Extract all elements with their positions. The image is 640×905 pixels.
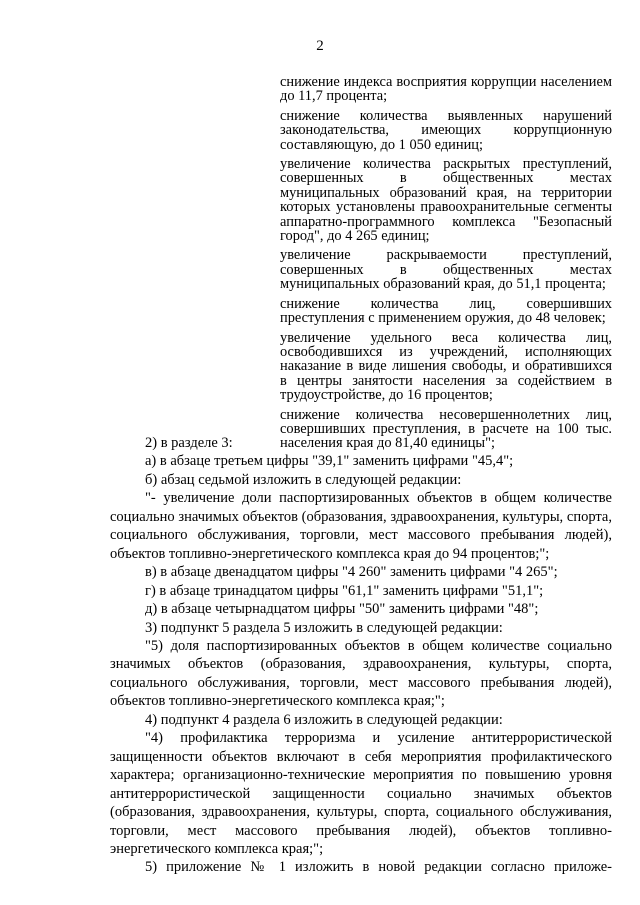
indicator-item: увеличение раскрываемости преступлений, совершенных в общественных местах муниципальных образований края, до 51,1 процента; xyxy=(280,247,612,293)
indicator-item: снижение количества несовершеннолетних лиц, совершивших преступления, в расчете на 100 тыс. населения края до 81,40 единицы"; xyxy=(280,406,612,452)
page-number: 2 xyxy=(316,38,324,54)
paragraph: 5) приложение № 1 изложить в новой редакции согласно приложе- xyxy=(145,859,612,876)
indicator-item: увеличение удельного веса количества лиц, освободившихся из учреждений, исполняющих наказание в виде лишения свободы, и обратившихся в центры занятости населения за содействием в трудоустройстве, до 16 процентов; xyxy=(280,329,612,404)
paragraph: в) в абзаце двенадцатом цифры "4 260" заменить цифрами "4 265"; xyxy=(145,564,558,581)
indicator-item: снижение количества лиц, совершивших преступления с применением оружия, до 48 человек; xyxy=(280,295,612,327)
paragraph: 4) подпункт 4 раздела 6 изложить в следующей редакции: xyxy=(145,711,503,728)
indicator-item: снижение индекса восприятия коррупции населением до 11,7 процента; xyxy=(280,74,612,105)
paragraph: 3) подпункт 5 раздела 5 изложить в следующей редакции: xyxy=(145,619,503,636)
paragraph: "- увеличение доли паспортизированных объектов в общем количестве социально значимых объектов (образования, здравоохранения, культуры, спорта, социального обслуживания, торговли, мест массового пребывания людей), объектов топливно-энергетического комплекса края до 94 процентов;"; xyxy=(110,490,612,562)
indicator-item: увеличение количества раскрытых преступлений, совершенных в общественных местах муниципальных образований края, на территории которых установлены правоохранительные сегменты аппаратно-программного комплекса "Безопасный город", до 4 265 единиц; xyxy=(280,156,612,245)
paragraph: 2) в разделе 3: xyxy=(145,435,233,451)
paragraph: а) в абзаце третьем цифры "39,1" заменить цифрами "45,4"; xyxy=(145,453,514,470)
paragraph: г) в абзаце тринадцатом цифры "61,1" заменить цифрами "51,1"; xyxy=(145,582,544,599)
paragraph: д) в абзаце четырнадцатом цифры "50" заменить цифрами "48"; xyxy=(145,601,539,618)
indicator-item: снижение количества выявленных нарушений законодательства, имеющих коррупционную составляющую, до 1 050 единиц; xyxy=(280,107,612,153)
paragraph: "4) профилактика терроризма и усиление антитеррористической защищенности объектов включают в себя мероприятия профилактического характера; организационно-технические мероприятия по повышению уровня антитеррористической защищенности социально значимых объектов (образования, здравоохранения, культуры, спорта, социального обслуживания, торговли, мест массового пребывания людей), объектов топливно-энергетического комплекса края;"; xyxy=(110,730,612,857)
paragraph: "5) доля паспортизированных объектов в общем количестве социально значимых объектов (образования, здравоохранения, культуры, спорта, социального обслуживания, торговли, мест массового пребывания людей), объектов топливно-энергетического комплекса края;"; xyxy=(110,637,612,710)
amendments-body xyxy=(110,434,612,877)
paragraph: б) абзац седьмой изложить в следующей редакции: xyxy=(145,471,462,488)
indicator-list xyxy=(280,75,612,456)
